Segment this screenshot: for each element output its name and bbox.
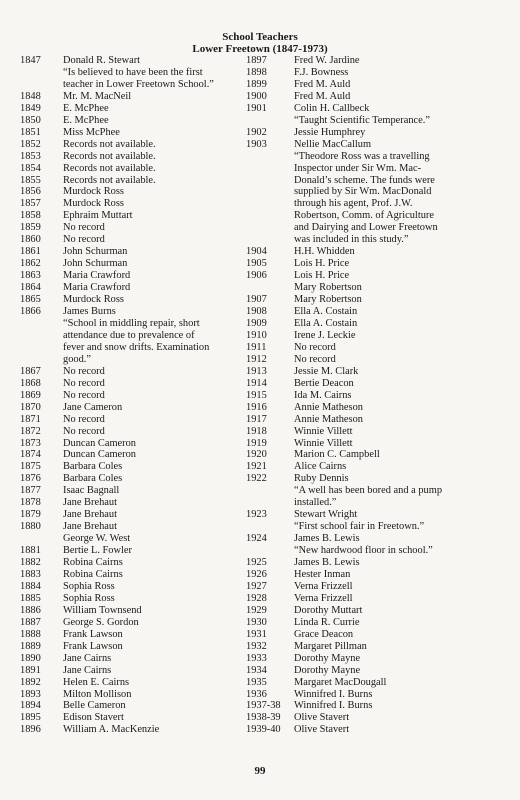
entry-teacher-name: Edison Stavert [63,712,124,724]
teacher-entry [20,318,245,366]
entry-year: 1872 [20,425,41,437]
entry-year: 1848 [20,90,41,102]
teacher-entry [246,485,512,509]
entry-teacher-name: John Schurman [63,246,128,258]
teacher-entry [246,258,512,270]
entry-teacher-name: Records not available. [63,138,156,150]
teacher-entry [20,581,245,593]
entry-year: 1874 [20,449,41,461]
entry-year: 1895 [20,712,41,724]
entry-teacher-name: Annie Matheson [294,413,363,425]
entry-teacher-name: No record [294,353,336,365]
entry-year: 1871 [20,413,41,425]
entry-teacher-name: Jane Cairns [63,664,112,676]
entry-teacher-name: Belle Cameron [63,700,126,712]
entry-teacher-name: Ella A. Costain [294,317,358,329]
entry-teacher-name: Murdock Ross [63,294,124,306]
entry-year: 1865 [20,294,41,306]
entry-teacher-name: Jessie Humphrey [294,126,366,138]
entry-teacher-name: George S. Gordon [63,616,139,628]
entry-teacher-name: No record [63,222,105,234]
entry-year: 1862 [20,258,41,270]
teacher-entry [246,617,512,629]
entry-teacher-name: Marion C. Campbell [294,449,380,461]
entry-teacher-name: John Schurman [63,258,128,270]
entry-teacher-name: Fred M. Auld [294,90,351,102]
entry-teacher-name: Mary Robertson [294,294,362,306]
teacher-entry [20,653,245,665]
entry-teacher-name: Jane Cairns [63,652,112,664]
entry-teacher-name: Fred W. Jardine [294,55,360,66]
teacher-entry [20,569,245,581]
entry-teacher-name: H.H. Whidden [294,246,355,258]
entry-year: 1903 [246,138,267,150]
teacher-entry [246,724,512,736]
entry-year: 1867 [20,365,41,377]
teacher-entry [246,366,512,378]
teacher-entry [20,473,245,485]
entry-teacher-name: Jane Brehaut George W. West [63,521,131,545]
teacher-entry [246,414,512,426]
entry-year: 1934 [246,664,267,676]
entry-teacher-name: James B. Lewis [294,533,360,545]
entry-note: “School in middling repair, short attendance due to prevalence of fever and snow drifts. Examination good.” [63,317,210,365]
teacher-entry [246,449,512,461]
entry-teacher-name: Lois H. Price [294,258,350,270]
entry-year: 1911 [246,341,267,353]
entry-year: 1887 [20,616,41,628]
entry-note: “Is believed to have been the first teacher in Lower Freetown School.” [63,66,214,90]
entry-year: 1917 [246,413,267,425]
teacher-entry [20,378,245,390]
teacher-entry [246,246,512,258]
teacher-entry [20,521,245,545]
teacher-entry [20,186,245,198]
entry-year: 1931 [246,628,267,640]
entry-teacher-name: Donald R. Stewart [63,55,141,66]
entry-teacher-name: Milton Mollison [63,688,132,700]
entry-teacher-name: Olive Stavert [294,712,350,724]
entry-teacher-name: Isaac Bagnall [63,485,120,497]
entry-teacher-name: Duncan Cameron [63,437,136,449]
teacher-list-right-column [246,55,512,736]
entry-year: 1860 [20,234,41,246]
entry-year: 1889 [20,640,41,652]
entry-year: 1929 [246,604,267,616]
entry-teacher-name: Stewart Wright [294,509,358,521]
teacher-entry [246,641,512,653]
entry-year: 1920 [246,449,267,461]
teacher-entry [20,163,245,175]
entry-year: 1883 [20,568,41,580]
teacher-entry [20,246,245,258]
entry-teacher-name: F.J. Bowness [294,66,349,78]
teacher-entry [20,390,245,402]
entry-year: 1863 [20,270,41,282]
entry-teacher-name: Robina Cairns [63,568,123,580]
teacher-entry [246,712,512,724]
entry-teacher-name: No record [63,425,105,437]
teacher-entry [20,222,245,234]
entry-year: 1886 [20,604,41,616]
teacher-entry [246,342,512,354]
entry-note: “Taught Scientific Temperance.” [294,114,430,126]
teacher-entry [246,91,512,103]
entry-year: 1937-38 [246,700,281,712]
teacher-entry [20,557,245,569]
entry-teacher-name: Frank Lawson [63,640,123,652]
entry-year: 1939-40 [246,724,281,736]
entry-year: 1921 [246,461,267,473]
entry-year: 1933 [246,652,267,664]
entry-year: 1870 [20,401,41,413]
teacher-entry [20,485,245,497]
teacher-entry [20,67,245,91]
entry-teacher-name: Bertie Deacon [294,377,354,389]
entry-teacher-name: Colin H. Callbeck [294,102,370,114]
entry-teacher-name: Miss McPhee [63,126,120,138]
entry-year: 1908 [246,306,267,318]
entry-teacher-name: Mr. M. MacNeil [63,90,132,102]
teacher-entry [20,438,245,450]
entry-year: 1859 [20,222,41,234]
entry-year: 1910 [246,329,267,341]
entry-teacher-name: Helen E. Cairns [63,676,130,688]
teacher-entry [20,629,245,641]
entry-year: 1892 [20,676,41,688]
entry-year: 1868 [20,377,41,389]
teacher-entry [20,724,245,736]
entry-year: 1888 [20,628,41,640]
entry-note: “First school fair in Freetown.” [294,521,425,533]
entry-year: 1893 [20,688,41,700]
entry-teacher-name: Olive Stavert [294,724,350,736]
entry-teacher-name: Maria Crawford [63,270,131,282]
teacher-entry [246,306,512,318]
teacher-entry [20,617,245,629]
page-title: School Teachers [222,31,298,43]
entry-teacher-name: Margaret Pillman [294,640,367,652]
teacher-entry [20,115,245,127]
entry-teacher-name: Sophia Ross [63,592,115,604]
teacher-entry [20,151,245,163]
teacher-entry [246,390,512,402]
entry-year: 1861 [20,246,41,258]
entry-year: 1885 [20,592,41,604]
entry-teacher-name: Verna Frizzell [294,580,353,592]
teacher-entry [20,402,245,414]
entry-teacher-name: No record [63,365,105,377]
teacher-entry [246,593,512,605]
entry-teacher-name: Dorothy Mayne [294,664,361,676]
entry-teacher-name: Records not available. [63,150,156,162]
entry-teacher-name: Dorothy Muttart [294,604,363,616]
teacher-entry [20,449,245,461]
teacher-entry [20,234,245,246]
entry-year: 1881 [20,545,41,557]
teacher-entry [246,557,512,569]
entry-teacher-name: James B. Lewis [294,557,360,569]
entry-teacher-name: E. McPhee [63,114,109,126]
entry-teacher-name: No record [63,389,105,401]
teacher-entry [20,282,245,294]
entry-year: 1927 [246,580,267,592]
entry-teacher-name: Dorothy Mayne [294,652,361,664]
entry-teacher-name: Nellie MacCallum [294,138,372,150]
entry-year: 1849 [20,102,41,114]
entry-teacher-name: Ida M. Cairns [294,389,352,401]
entry-year: 1913 [246,365,267,377]
entry-teacher-name: Ella A. Costain [294,306,358,318]
teacher-entry [246,103,512,115]
entry-year: 1882 [20,557,41,569]
entry-teacher-name: Alice Cairns [294,461,347,473]
entry-year: 1904 [246,246,267,258]
entry-year: 1853 [20,150,41,162]
entry-year: 1879 [20,509,41,521]
teacher-entry [20,91,245,103]
teacher-entry [20,593,245,605]
teacher-entry [246,665,512,677]
entry-year: 1909 [246,317,267,329]
teacher-entry [246,270,512,294]
entry-year: 1857 [20,198,41,210]
entry-teacher-name: Irene J. Leckie [294,329,356,341]
entry-teacher-name: Duncan Cameron [63,449,136,461]
entry-teacher-name: Jessie M. Clark [294,365,359,377]
entry-teacher-name: Murdock Ross [63,198,124,210]
teacher-entry [246,438,512,450]
entry-teacher-name: Ruby Dennis [294,473,349,485]
entry-teacher-name: Fred M. Auld [294,78,351,90]
entry-teacher-name: Jane Cameron [63,401,123,413]
entry-note: “Theodore Ross was a travelling Inspector under Sir Wm. Mac- Donald’s scheme. The funds were supplied by Sir Wm. MacDonald through his agent, Prof. J.W. Robertson, Comm. of Agriculture and Dairying and Lower Freetown was included in this study.” [294,150,438,246]
teacher-entry [246,151,512,247]
teacher-entry [20,270,245,282]
teacher-entry [20,677,245,689]
entry-teacher-name: Winnie Villett [294,425,353,437]
entry-year: 1922 [246,473,267,485]
entry-year: 1899 [246,78,267,90]
entry-year: 1936 [246,688,267,700]
entry-year: 1918 [246,425,267,437]
teacher-entry [246,473,512,485]
entry-year: 1935 [246,676,267,688]
entry-year: 1891 [20,664,41,676]
teacher-entry [246,330,512,342]
teacher-entry [246,354,512,366]
entry-year: 1890 [20,652,41,664]
teacher-entry [20,712,245,724]
entry-year: 1858 [20,210,41,222]
teacher-entry [20,509,245,521]
teacher-entry [20,414,245,426]
entry-year: 1923 [246,509,267,521]
entry-year: 1924 [246,533,267,545]
teacher-entry [20,127,245,139]
entry-teacher-name: Linda R. Currie [294,616,360,628]
teacher-entry [246,294,512,306]
entry-year: 1854 [20,162,41,174]
teacher-entry [246,545,512,557]
entry-teacher-name: E. McPhee [63,102,109,114]
teacher-entry [246,139,512,151]
entry-year: 1905 [246,258,267,270]
teacher-entry [20,700,245,712]
teacher-entry [246,402,512,414]
teacher-list-left-column [20,55,245,736]
teacher-entry [246,318,512,330]
entry-teacher-name: William A. MacKenzie [63,724,160,736]
entry-year: 1873 [20,437,41,449]
teacher-entry [20,139,245,151]
teacher-entry [246,461,512,473]
entry-teacher-name: Records not available. [63,174,156,186]
entry-teacher-name: Margaret MacDougall [294,676,387,688]
entry-year: 1877 [20,485,41,497]
entry-year: 1866 [20,306,41,318]
entry-year: 1915 [246,389,267,401]
entry-year: 1916 [246,401,267,413]
teacher-entry [20,366,245,378]
entry-year: 1919 [246,437,267,449]
entry-year: 1864 [20,282,41,294]
entry-teacher-name: No record [63,234,105,246]
entry-year: 1928 [246,592,267,604]
entry-year: 1847 [20,55,41,66]
entry-teacher-name: Winnifred I. Burns [294,700,373,712]
entry-teacher-name: Barbara Coles [63,461,123,473]
entry-year: 1926 [246,568,267,580]
teacher-entry [246,426,512,438]
entry-year: 1876 [20,473,41,485]
entry-year: 1851 [20,126,41,138]
entry-year: 1896 [20,724,41,736]
teacher-entry [20,497,245,509]
entry-teacher-name: Winnie Villett [294,437,353,449]
entry-year: 1869 [20,389,41,401]
entry-teacher-name: Sophia Ross [63,580,115,592]
entry-teacher-name: Barbara Coles [63,473,123,485]
teacher-entry [246,127,512,139]
teacher-entry [246,689,512,701]
page-number: 99 [254,765,266,777]
teacher-entry [246,509,512,521]
entry-year: 1906 [246,270,267,282]
entry-year: 1914 [246,377,267,389]
teacher-entry [246,581,512,593]
teacher-entry [246,67,512,79]
entry-teacher-name: William Townsend [63,604,142,616]
entry-teacher-name: Grace Deacon [294,628,354,640]
entry-year: 1898 [246,66,267,78]
teacher-entry [246,55,512,67]
entry-year: 1894 [20,700,41,712]
teacher-entry [20,198,245,210]
entry-teacher-name: Maria Crawford [63,282,131,294]
entry-year: 1880 [20,521,41,533]
entry-year: 1878 [20,497,41,509]
entry-year: 1938-39 [246,712,281,724]
teacher-entry [20,103,245,115]
entry-teacher-name: No record [63,377,105,389]
entry-year: 1855 [20,174,41,186]
entry-year: 1912 [246,353,267,365]
teacher-entry [20,175,245,187]
entry-teacher-name: Hester Inman [294,568,351,580]
entry-teacher-name: Ephraim Muttart [63,210,133,222]
teacher-entry [20,55,245,67]
entry-year: 1925 [246,557,267,569]
entry-teacher-name: No record [294,341,336,353]
entry-year: 1900 [246,90,267,102]
entry-teacher-name: Murdock Ross [63,186,124,198]
teacher-entry [246,629,512,641]
teacher-entry [20,294,245,306]
teacher-entry [246,605,512,617]
entry-note: “New hardwood floor in school.” [294,545,433,557]
entry-year: 1907 [246,294,267,306]
entry-year: 1932 [246,640,267,652]
entry-year: 1897 [246,55,267,66]
page-subtitle: Lower Freetown (1847-1973) [192,43,328,55]
teacher-entry [246,700,512,712]
teacher-entry [20,545,245,557]
entry-teacher-name: Jane Brehaut [63,497,117,509]
entry-year: 1856 [20,186,41,198]
entry-teacher-name: Robina Cairns [63,557,123,569]
entry-teacher-name: Verna Frizzell [294,592,353,604]
teacher-entry [20,605,245,617]
teacher-entry [246,115,512,127]
entry-teacher-name: James Burns [63,306,116,318]
teacher-entry [246,677,512,689]
teacher-entry [20,426,245,438]
teacher-entry [246,521,512,533]
entry-teacher-name: Lois H. Price Mary Robertson [294,270,362,294]
entry-year: 1902 [246,126,267,138]
teacher-entry [246,533,512,545]
teacher-entry [20,461,245,473]
teacher-entry [20,258,245,270]
teacher-entry [246,569,512,581]
teacher-entry [20,665,245,677]
entry-note: “A well has been bored and a pump installed.” [294,485,443,509]
entry-teacher-name: Annie Matheson [294,401,363,413]
entry-year: 1901 [246,102,267,114]
entry-teacher-name: Records not available. [63,162,156,174]
entry-year: 1852 [20,138,41,150]
entry-teacher-name: Frank Lawson [63,628,123,640]
teacher-entry [20,641,245,653]
entry-year: 1884 [20,580,41,592]
teacher-entry [246,653,512,665]
teacher-entry [20,306,245,318]
teacher-entry [20,689,245,701]
entry-teacher-name: No record [63,413,105,425]
entry-teacher-name: Winnifred I. Burns [294,688,373,700]
entry-year: 1850 [20,114,41,126]
teacher-entry [20,210,245,222]
entry-teacher-name: Bertie L. Fowler [63,545,132,557]
entry-year: 1875 [20,461,41,473]
teacher-entry [246,79,512,91]
teacher-entry [246,378,512,390]
entry-teacher-name: Jane Brehaut [63,509,117,521]
entry-year: 1930 [246,616,267,628]
